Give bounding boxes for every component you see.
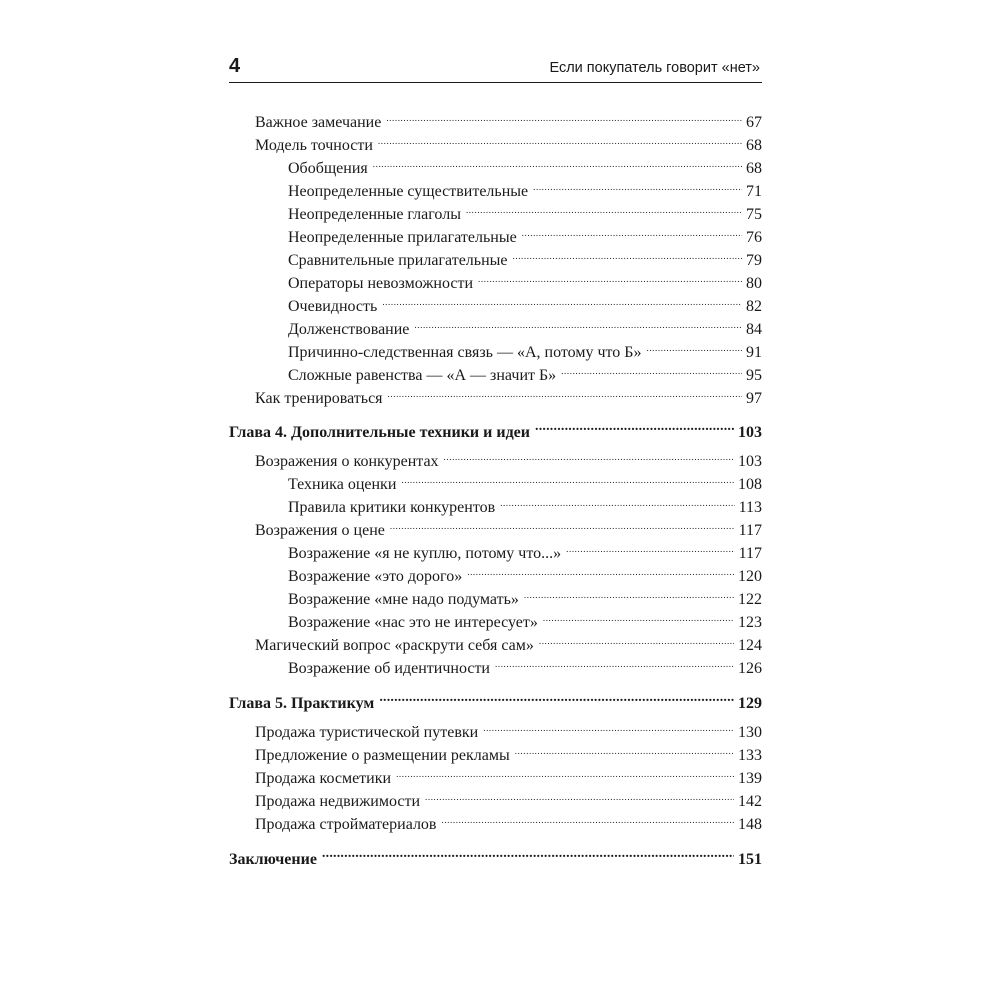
- dot-leader: [522, 220, 742, 242]
- dot-leader: [561, 358, 742, 380]
- toc-entry-page: 139: [738, 770, 762, 787]
- dot-leader: [390, 513, 735, 535]
- toc-entry: [288, 335, 762, 361]
- toc-entry-page: 129: [738, 695, 762, 712]
- toc-entry-title: Продажа косметики: [255, 770, 392, 787]
- dot-leader: [444, 444, 734, 466]
- dot-leader: [646, 335, 742, 357]
- toc-entry-title: Продажа недвижимости: [255, 793, 420, 810]
- toc-entry: [288, 174, 762, 200]
- toc-entry-title: Долженствование: [288, 321, 410, 338]
- toc-entry-page: 103: [738, 453, 762, 470]
- toc-entry: [288, 651, 762, 677]
- toc-entry: [255, 807, 762, 833]
- toc-entry-title: Глава 4. Дополнительные техники и идеи: [229, 424, 530, 441]
- toc-entry-page: 117: [738, 545, 762, 562]
- toc-entry: [255, 105, 762, 131]
- toc-entry: [255, 513, 762, 539]
- toc-entry-title: Возражение «мне надо подумать»: [288, 591, 519, 608]
- dot-leader: [483, 715, 734, 737]
- toc-entry-title: Модель точности: [255, 137, 373, 154]
- toc-entry: [288, 197, 762, 223]
- toc-entry-page: 76: [746, 229, 762, 246]
- toc-entry: [288, 243, 762, 269]
- dot-leader: [539, 628, 734, 650]
- toc-entry: [288, 266, 762, 292]
- toc-entry-page: 82: [746, 298, 762, 315]
- dot-leader: [379, 686, 734, 708]
- toc-entry: [288, 559, 762, 585]
- toc-entry-page: 133: [738, 747, 762, 764]
- dot-leader: [378, 128, 742, 150]
- toc-entry: [255, 128, 762, 154]
- toc-entry-page: 68: [746, 160, 762, 177]
- toc-entry-page: 67: [746, 114, 762, 131]
- toc-entry-title: Правила критики конкурентов: [288, 499, 496, 516]
- dot-leader: [467, 559, 734, 581]
- dot-leader: [373, 151, 742, 173]
- toc-entry-title: Продажа туристической путевки: [255, 724, 479, 741]
- toc-entry-title: Как тренироваться: [255, 390, 383, 407]
- toc-entry: [288, 605, 762, 631]
- dot-leader: [322, 842, 734, 864]
- toc-entry: [288, 490, 762, 516]
- toc-entry-title: Важное замечание: [255, 114, 382, 131]
- toc-entry: [255, 715, 762, 741]
- toc-entry-page: 79: [746, 252, 762, 269]
- toc-entry: [288, 151, 762, 177]
- toc-entry: [255, 444, 762, 470]
- toc-entry-title: Обобщения: [288, 160, 368, 177]
- toc-entry-title: Сложные равенства — «А — значит Б»: [288, 367, 557, 384]
- toc-entry-page: 108: [738, 476, 762, 493]
- toc-entry: [288, 467, 762, 493]
- toc-entry-page: 126: [738, 660, 762, 677]
- toc-entry: [288, 358, 762, 384]
- dot-leader: [543, 605, 734, 627]
- toc-chapter-entry: [229, 686, 762, 712]
- dot-leader: [478, 266, 742, 288]
- toc-entry-title: Возражения о цене: [255, 522, 385, 539]
- toc-entry: [288, 220, 762, 246]
- toc-entry: [288, 536, 762, 562]
- toc-entry-page: 84: [746, 321, 762, 338]
- dot-leader: [382, 289, 742, 311]
- toc-entry-page: 148: [738, 816, 762, 833]
- toc-entry-page: 123: [738, 614, 762, 631]
- toc-entry-page: 117: [738, 522, 762, 539]
- dot-leader: [495, 651, 734, 673]
- toc-entry-page: 71: [746, 183, 762, 200]
- toc-entry-page: 103: [738, 424, 762, 441]
- dot-leader: [535, 415, 734, 437]
- toc-chapter-entry: [229, 842, 762, 868]
- toc-entry: [288, 312, 762, 338]
- toc-entry-title: Возражение «это дорого»: [288, 568, 463, 585]
- toc-entry-page: 113: [738, 499, 762, 516]
- toc-entry-page: 91: [746, 344, 762, 361]
- toc-entry-page: 68: [746, 137, 762, 154]
- dot-leader: [513, 243, 743, 265]
- toc-entry: [255, 628, 762, 654]
- toc-entry: [255, 761, 762, 787]
- toc-entry-title: Продажа стройматериалов: [255, 816, 437, 833]
- toc-entry: [288, 289, 762, 315]
- toc-entry: [288, 582, 762, 608]
- dot-leader: [396, 761, 734, 783]
- dot-leader: [466, 197, 742, 219]
- toc-entry-title: Сравнительные прилагательные: [288, 252, 508, 269]
- toc-entry-page: 97: [746, 390, 762, 407]
- toc-entry-title: Магический вопрос «раскрути себя сам»: [255, 637, 534, 654]
- dot-leader: [500, 490, 734, 512]
- running-title: Если покупатель говорит «нет»: [549, 60, 760, 76]
- toc-entry-title: Неопределенные прилагательные: [288, 229, 517, 246]
- toc-entry-page: 142: [738, 793, 762, 810]
- dot-leader: [441, 807, 734, 829]
- toc-entry-page: 80: [746, 275, 762, 292]
- toc-entry-page: 122: [738, 591, 762, 608]
- toc-entry-title: Очевидность: [288, 298, 378, 315]
- toc-entry: [255, 381, 762, 407]
- toc-entry-page: 95: [746, 367, 762, 384]
- dot-leader: [388, 381, 742, 403]
- dot-leader: [401, 467, 734, 489]
- toc-entry-title: Предложение о размещении рекламы: [255, 747, 510, 764]
- dot-leader: [515, 738, 734, 760]
- toc-entry-title: Глава 5. Практикум: [229, 695, 375, 712]
- dot-leader: [386, 105, 742, 127]
- page-number: 4: [229, 55, 241, 77]
- toc-entry: [255, 784, 762, 810]
- dot-leader: [524, 582, 734, 604]
- toc-entry-page: 151: [738, 851, 762, 868]
- dot-leader: [425, 784, 734, 806]
- toc-entry-title: Заключение: [229, 851, 317, 868]
- toc-entry-title: Неопределенные существительные: [288, 183, 529, 200]
- toc-entry-title: Возражение об идентичности: [288, 660, 490, 677]
- dot-leader: [414, 312, 742, 334]
- toc-entry-title: Возражения о конкурентах: [255, 453, 439, 470]
- toc-chapter-entry: [229, 415, 762, 441]
- toc-entry-page: 120: [738, 568, 762, 585]
- toc-entry-title: Причинно-следственная связь — «А, потому что Б»: [288, 344, 642, 361]
- dot-leader: [566, 536, 734, 558]
- toc-entry-page: 124: [738, 637, 762, 654]
- dot-leader: [533, 174, 742, 196]
- toc-entry-title: Техника оценки: [288, 476, 397, 493]
- toc-entry-title: Возражение «нас это не интересует»: [288, 614, 538, 631]
- toc-entry-title: Операторы невозможности: [288, 275, 474, 292]
- toc-entry: [255, 738, 762, 764]
- toc-entry-title: Неопределенные глаголы: [288, 206, 461, 223]
- toc-entry-page: 130: [738, 724, 762, 741]
- toc-entry-page: 75: [746, 206, 762, 223]
- toc-entry-title: Возражение «я не куплю, потому что...»: [288, 545, 562, 562]
